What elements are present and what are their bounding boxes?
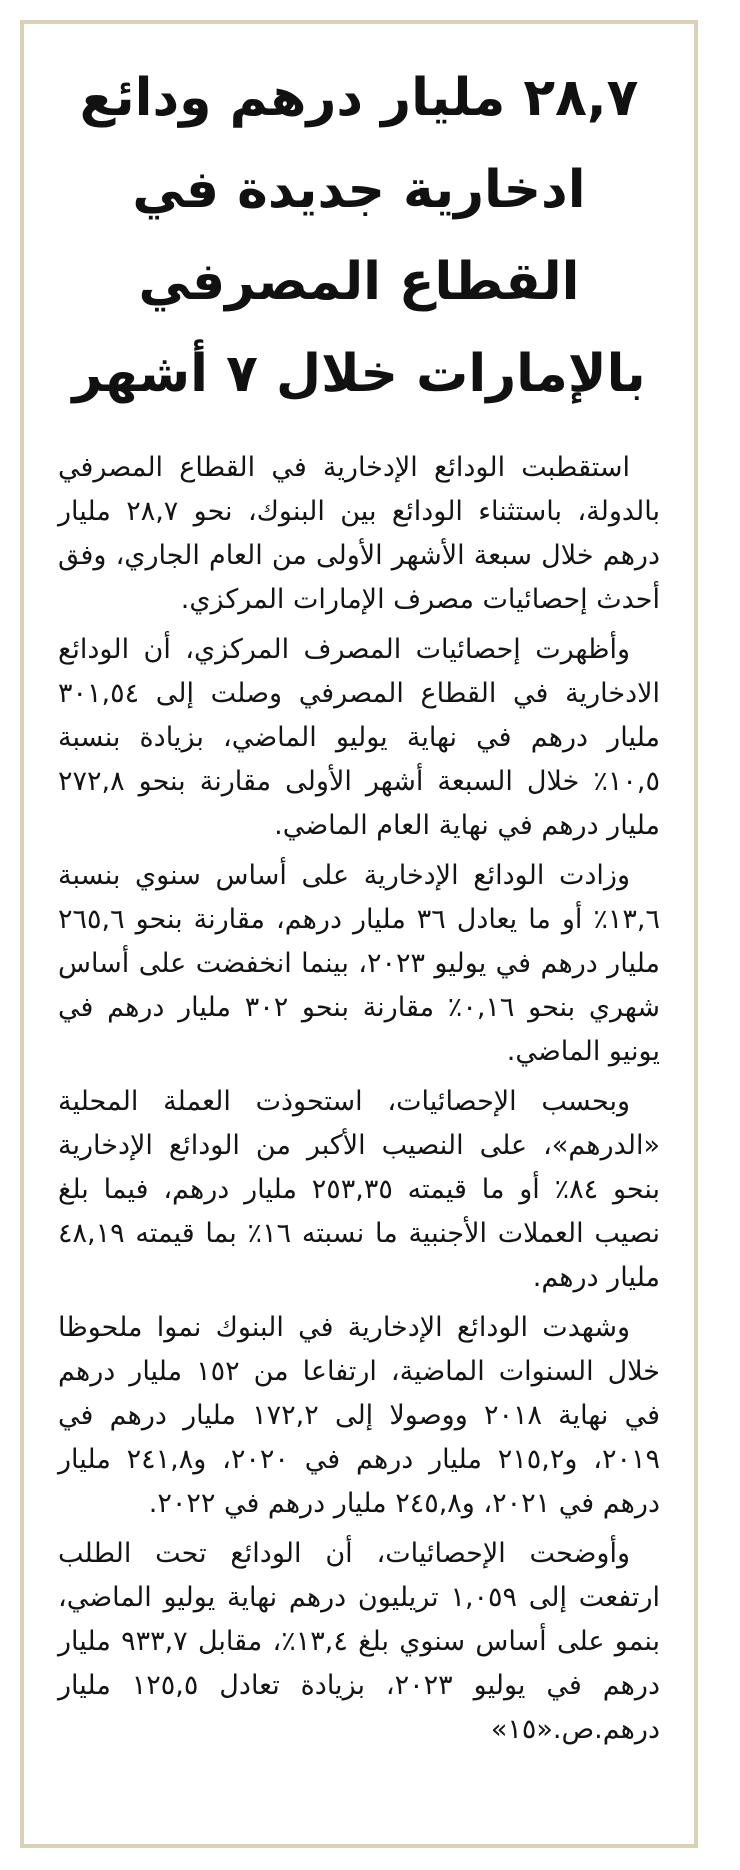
article-paragraph: وأوضحت الإحصائيات، أن الودائع تحت الطلب ارتفعت إلى ١,٠٥٩ تريليون درهم نهاية يوليو الماضي، بنمو على أساس سنوي بلغ ١٣,٤٪، مقابل ٩٣٣,٧ مليار درهم في يوليو ٢٠٢٣، بزيادة تعادل ١٢٥,٥ مليار درهم.ص.«١٥» [58,1538,660,1745]
article-paragraph: وزادت الودائع الإدخارية على أساس سنوي بنسبة ١٣,٦٪ أو ما يعادل ٣٦ مليار درهم، مقارنة بنحو ٢٦٥,٦ مليار درهم في يوليو ٢٠٢٣، بينما انخفضت على أساس شهري بنحو ٠,١٦٪ مقارنة بنحو ٣٠٢ مليار درهم في يونيو الماضي. [58,860,661,1067]
article-paragraph: وبحسب الإحصائيات، استحوذت العملة المحلية «الدرهم»، على النصيب الأكبر من الودائع الإدخارية بنحو ٨٤٪ أو ما قيمته ٢٥٣,٣٥ مليار درهم، فيما بلغ نصيب العملات الأجنبية ما نسبته ١٦٪ بما قيمته ٤٨,١٩ مليار درهم. [58,1086,660,1293]
article-headline: ٢٨,٧ مليار درهم ودائع ادخارية جديدة في القطاع المصرفي بالإمارات خلال ٧ أشهر [72,68,646,404]
article-body [58,446,660,1752]
article-paragraph: وشهدت الودائع الإدخارية في البنوك نموا ملحوظا خلال السنوات الماضية، ارتفاعا من ١٥٢ مليار درهم في نهاية ٢٠١٨ ووصولا إلى ١٧٢,٢ مليار درهم في ٢٠١٩، و٢١٥,٢ مليار درهم في ٢٠٢٠، و٢٤١,٨ مليار درهم في ٢٠٢١، و٢٤٥,٨ مليار درهم في ٢٠٢٢. [58,1312,660,1519]
article-frame [20,20,698,1848]
article-paragraph: استقطبت الودائع الإدخارية في القطاع المصرفي بالدولة، باستثناء الودائع بين البنوك، نحو ٢٨,٧ مليار درهم خلال سبعة الأشهر الأولى من العام الجاري، وفق أحدث إحصائيات مصرف الإمارات المركزي. [58,452,661,615]
article-paragraph: وأظهرت إحصائيات المصرف المركزي، أن الودائع الادخارية في القطاع المصرفي وصلت إلى ٣٠١,٥٤ مليار درهم في نهاية يوليو الماضي، بزيادة بنسبة ١٠,٥٪ خلال السبعة أشهر الأولى مقارنة بنحو ٢٧٢,٨ مليار درهم في نهاية العام الماضي. [58,634,660,841]
